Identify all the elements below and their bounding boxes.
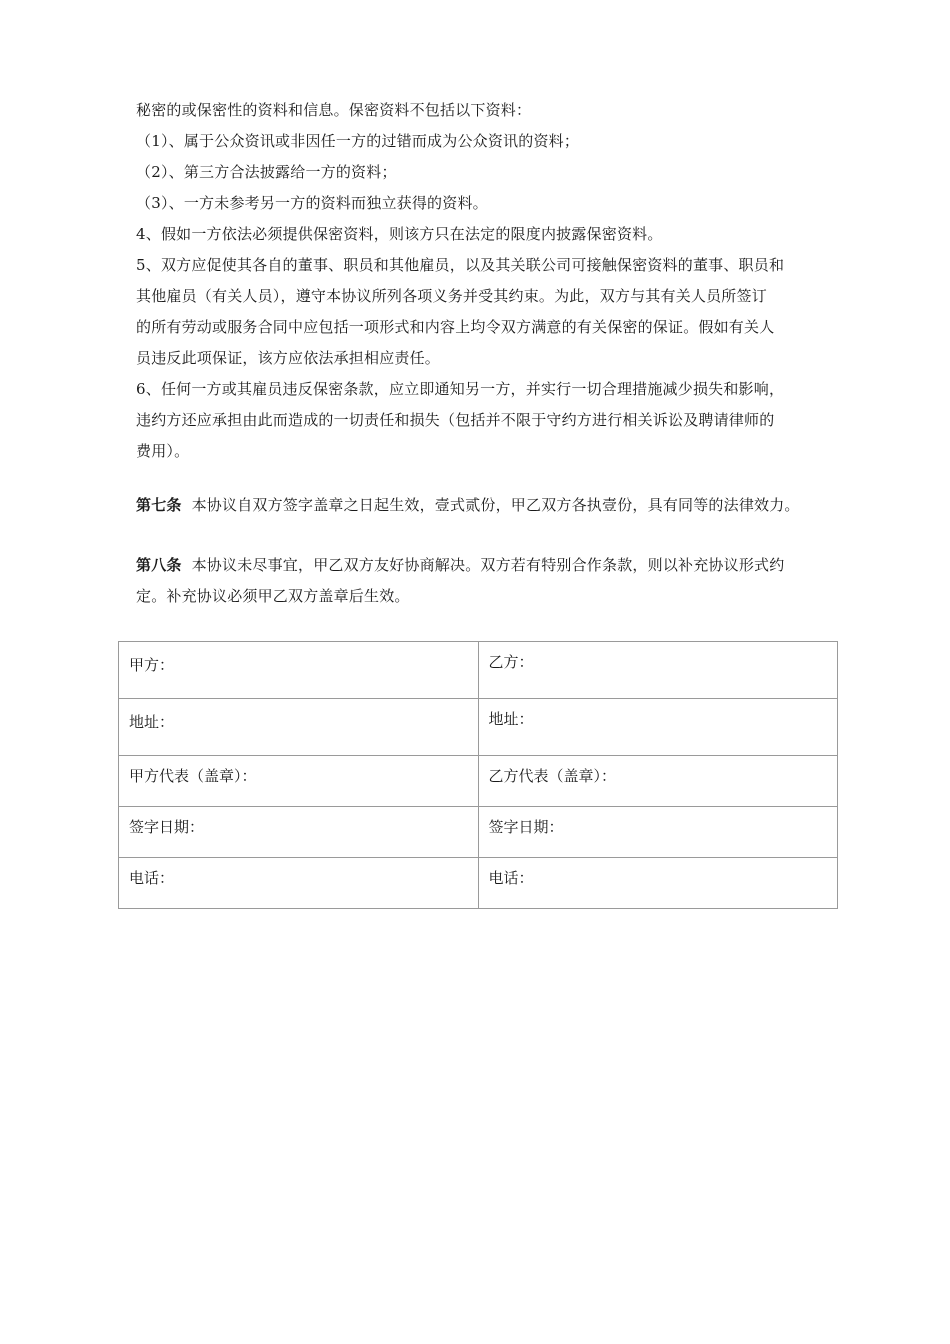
table-row [119, 807, 838, 858]
signature-table [118, 641, 838, 909]
clause-line: 其他雇员（有关人员），遵守本协议所列各项义务并受其约束。为此，双方与其有关人员所签订 [136, 287, 767, 305]
confidentiality-clauses [136, 95, 860, 467]
clause-line: 秘密的或保密性的资料和信息。保密资料不包括以下资料： [136, 101, 532, 119]
clause-line: （3）、一方未参考另一方的资料而独立获得的资料。 [136, 194, 488, 212]
party-b-sign-date-cell[interactable]: 签字日期： [478, 807, 838, 858]
article-7 [136, 490, 860, 521]
party-b-representative-cell[interactable]: 乙方代表（盖章）： [478, 756, 838, 807]
clause-line: 费用）。 [136, 442, 190, 460]
clause-line: 6、任何一方或其雇员违反保密条款，应立即通知另一方，并实行一切合理措施减少损失和影响， [136, 380, 785, 398]
clause-line: 5、双方应促使其各自的董事、职员和其他雇员，以及其关联公司可接触保密资料的董事、职员和 [136, 256, 785, 274]
party-b-cell[interactable]: 乙方： [478, 642, 838, 699]
article-8-text-line-2: 定。补充协议必须甲乙双方盖章后生效。 [136, 587, 410, 605]
table-row [119, 642, 838, 699]
party-b-address-cell[interactable]: 地址： [478, 699, 838, 756]
clause-line: 员违反此项保证，该方应依法承担相应责任。 [136, 349, 441, 367]
party-a-cell[interactable]: 甲方： [119, 642, 479, 699]
clause-line: 的所有劳动或服务合同中应包括一项形式和内容上均令双方满意的有关保密的保证。假如有关人 [136, 318, 775, 336]
party-a-address-cell[interactable]: 地址： [119, 699, 479, 756]
table-row [119, 756, 838, 807]
party-a-representative-cell[interactable]: 甲方代表（盖章）： [119, 756, 479, 807]
clause-line: （2）、第三方合法披露给一方的资料； [136, 163, 397, 181]
clause-line: 4、假如一方依法必须提供保密资料，则该方只在法定的限度内披露保密资料。 [136, 225, 663, 243]
clause-line: 违约方还应承担由此而造成的一切责任和损失（包括并不限于守约方进行相关诉讼及聘请律师的 [136, 411, 775, 429]
article-8-text-line-1: 本协议未尽事宜，甲乙双方友好协商解决。双方若有特别合作条款，则以补充协议形式约 [191, 556, 785, 574]
clause-line: （1）、属于公众资讯或非因任一方的过错而成为公众资讯的资料； [136, 132, 580, 150]
party-a-phone-cell[interactable]: 电话： [119, 858, 479, 909]
party-a-sign-date-cell[interactable]: 签字日期： [119, 807, 479, 858]
party-b-phone-cell[interactable]: 电话： [478, 858, 838, 909]
article-8-label: 第八条 [136, 556, 182, 574]
article-8 [136, 550, 860, 612]
article-7-text: 本协议自双方签字盖章之日起生效，壹式贰份，甲乙双方各执壹份，具有同等的法律效力。 [191, 496, 800, 514]
article-7-label: 第七条 [136, 496, 182, 514]
table-row [119, 858, 838, 909]
table-row [119, 699, 838, 756]
